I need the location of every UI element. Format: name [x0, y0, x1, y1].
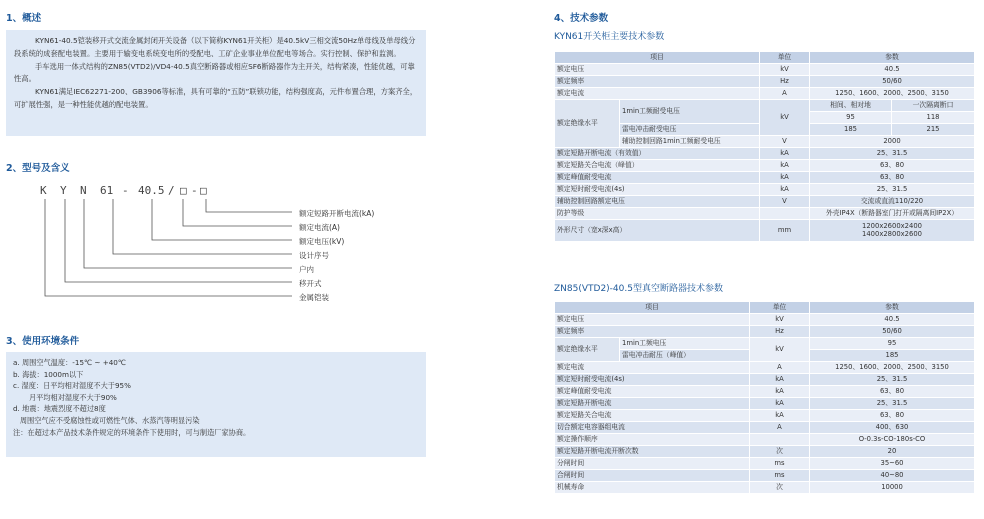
meaning-rated-current: 额定电流(A) [299, 223, 340, 232]
t1-cell: kV [760, 100, 810, 136]
table-row [555, 458, 975, 470]
section-title-model: 2、型号及含义 [6, 163, 70, 174]
t1-cell: Hz [760, 76, 810, 88]
t1-dimensions-cell [810, 220, 975, 242]
table-row [555, 100, 975, 112]
t1-cell: 辅助控制回路额定电压 [555, 196, 760, 208]
t1-cell: 额定短时耐受电流(4s) [555, 184, 760, 196]
t2-cell: 20 [810, 446, 975, 458]
table-row [555, 88, 975, 100]
t2-cell: A [750, 422, 810, 434]
t1-cell: 雷电冲击耐受电压 [620, 124, 760, 136]
table-row [555, 422, 975, 434]
model-char-voltage: 40.5 [138, 184, 165, 197]
t1-head-param: 参数 [810, 52, 975, 64]
t1-cell: 外壳IP4X（断路器室门打开或隔离间IP2X） [810, 208, 975, 220]
t2-cell: 400、630 [810, 422, 975, 434]
t2-cell: ms [750, 458, 810, 470]
table-row [555, 52, 975, 64]
t2-head-unit: 单位 [750, 302, 810, 314]
t2-cell: kA [750, 374, 810, 386]
table-row [555, 208, 975, 220]
t2-cell: 额定电流 [555, 362, 750, 374]
t2-cell: 1250、1600、2000、2500、3150 [810, 362, 975, 374]
table-row [555, 326, 975, 338]
table-row [555, 184, 975, 196]
t2-cell: kA [750, 410, 810, 422]
t2-cell: 雷电冲击耐压（峰值） [620, 350, 750, 362]
t2-cell: A [750, 362, 810, 374]
t1-cell: 1250、1600、2000、2500、3150 [810, 88, 975, 100]
t2-cell: 63、80 [810, 410, 975, 422]
env-line-note: 注：在超过本产品技术条件规定的环境条件下使用时，可与制造厂家协商。 [13, 427, 251, 437]
overview-para-2: 手车选用一体式结构的ZN85(VTD2)/VD4-40.5真空断路器或相应SF6断路器作为主开关，结构紧凑，性能优越，可靠性高。 [14, 61, 415, 84]
t1-cell: kA [760, 148, 810, 160]
t2-cell: ms [750, 470, 810, 482]
t1-cell: 额定短路关合电流（峰值） [555, 160, 760, 172]
meaning-breaking-current: 额定短路开断电流(kA) [299, 209, 375, 218]
t1-cell: 25、31.5 [810, 148, 975, 160]
t1-cell: V [760, 196, 810, 208]
switchgear-params-table [554, 51, 975, 242]
overview-para-3: KYN61满足IEC62271-200、GB3906等标准，具有可靠的“五防”联锁功能，结构强度高，元件布置合理，方案齐全，可扩展性强，是一种性能优越的配电装置。 [14, 87, 418, 109]
t2-cell: 40~80 [810, 470, 975, 482]
table-row [555, 302, 975, 314]
table-row [555, 172, 975, 184]
t1-cell: 额定电压 [555, 64, 760, 76]
table-row [555, 374, 975, 386]
env-line-temperature: a. 周围空气温度：-15℃ ~ +40℃ [13, 358, 126, 367]
t1-cell: mm [760, 220, 810, 242]
t2-cell: 额定短路关合电流 [555, 410, 750, 422]
t2-cell: 50/60 [810, 326, 975, 338]
t2-cell: Hz [750, 326, 810, 338]
model-char-k: K [40, 184, 47, 197]
t1-cell: 215 [892, 124, 975, 136]
dimension-line-1: 1200x2600x2400 [862, 222, 922, 231]
t2-cell: 分闸时间 [555, 458, 750, 470]
meaning-rated-voltage: 额定电压(kV) [299, 237, 345, 246]
dimension-line-2: 1400x2800x2600 [862, 229, 922, 238]
t1-cell: 185 [810, 124, 892, 136]
t2-cell: 1min工频电压 [620, 338, 750, 350]
t1-cell: 25、31.5 [810, 184, 975, 196]
table-row [555, 314, 975, 326]
t2-cell: 额定短路开断电流 [555, 398, 750, 410]
t1-cell: 额定频率 [555, 76, 760, 88]
t2-cell: 机械寿命 [555, 482, 750, 494]
table-row [555, 76, 975, 88]
model-char-dash2: - [191, 184, 198, 197]
table-row [555, 148, 975, 160]
t2-cell: 63、80 [810, 386, 975, 398]
table-row [555, 362, 975, 374]
table-row [555, 64, 975, 76]
t1-insulation-label: 额定绝缘水平 [555, 100, 620, 148]
t1-cell: 1min工频耐受电压 [620, 100, 760, 124]
section-title-overview: 1、概述 [6, 13, 42, 24]
t2-head-param: 参数 [810, 302, 975, 314]
t2-cell: 35~60 [810, 458, 975, 470]
t2-cell: 切合额定电容器组电流 [555, 422, 750, 434]
table-row [555, 398, 975, 410]
table-row [555, 160, 975, 172]
table-row [555, 446, 975, 458]
model-char-slash: / [168, 184, 175, 197]
t1-head-unit: 单位 [760, 52, 810, 64]
t1-cell: kA [760, 184, 810, 196]
t2-cell: kV [750, 314, 810, 326]
t2-cell: 次 [750, 482, 810, 494]
t2-cell: kA [750, 398, 810, 410]
environment-box [6, 352, 426, 457]
t1-cell: kA [760, 160, 810, 172]
t2-cell: 185 [810, 350, 975, 362]
t1-cell: V [760, 136, 810, 148]
table-row [555, 338, 975, 350]
table-row [555, 386, 975, 398]
t1-cell: 外形尺寸（宽x深x高） [555, 220, 760, 242]
t2-cell: 额定操作顺序 [555, 434, 750, 446]
model-char-box1: □ [180, 184, 187, 197]
table-row [555, 434, 975, 446]
meaning-indoor: 户内 [299, 265, 314, 274]
t2-cell: 25、31.5 [810, 398, 975, 410]
t1-cell: 额定电流 [555, 88, 760, 100]
t1-cell: A [760, 88, 810, 100]
overview-para-1: KYN61-40.5铠装移开式交流金属封闭开关设备（以下简称KYN61开关柜）是40.5kV三相交流50Hz单母线及单母线分段系统的成套配电装置。主要用于输变电系统变电所的受配电、工矿企业事业单位配电等场合。实行控制、保护和监测。 [14, 36, 416, 58]
t2-cell: O-0.3s-CO-180s-CO [810, 434, 975, 446]
t2-cell: 次 [750, 446, 810, 458]
model-char-box2: □ [200, 184, 207, 197]
model-char-61: 61 [100, 184, 114, 197]
env-line-humidity-day: c. 湿度：日平均相对湿度不大于95% [13, 381, 131, 391]
table1-title: KYN61开关柜主要技术参数 [554, 32, 665, 42]
section-title-tech-params: 4、技术参数 [554, 13, 609, 24]
model-char-n: N [80, 184, 87, 197]
t1-cell: 50/60 [810, 76, 975, 88]
t1-cell: 95 [810, 112, 892, 124]
t1-cell: 相间、相对地 [810, 100, 892, 112]
t2-cell: 40.5 [810, 314, 975, 326]
env-line-altitude: b. 海拔：1000m以下 [13, 369, 84, 379]
breaker-params-table [554, 301, 975, 494]
meaning-metal-armored: 金属铠装 [299, 293, 329, 302]
t1-cell: 交流或直流110/220 [810, 196, 975, 208]
t1-head-item: 项目 [555, 52, 760, 64]
table-row [555, 482, 975, 494]
t2-cell: 额定电压 [555, 314, 750, 326]
t1-cell: 63、80 [810, 160, 975, 172]
table-row [555, 220, 975, 242]
t2-cell: 10000 [810, 482, 975, 494]
t1-cell: 辅助控制回路1min工频耐受电压 [620, 136, 760, 148]
t2-cell: 额定频率 [555, 326, 750, 338]
t1-cell: 额定短路开断电流（有效值） [555, 148, 760, 160]
t2-cell: 额定短路开断电流开断次数 [555, 446, 750, 458]
t2-cell: kV [750, 338, 810, 362]
env-line-humidity-month: 月平均相对湿度不大于90% [13, 392, 117, 402]
t2-cell: 额定短时耐受电流(4s) [555, 374, 750, 386]
t1-cell: 118 [892, 112, 975, 124]
model-char-y: Y [60, 184, 67, 197]
t1-cell [760, 208, 810, 220]
t2-cell: 额定峰值耐受电流 [555, 386, 750, 398]
env-line-pollution: 周围空气应不受腐蚀性或可燃性气体、水蒸汽等明显污染 [13, 415, 200, 425]
t1-cell: kV [760, 64, 810, 76]
t2-cell: 25、31.5 [810, 374, 975, 386]
t2-insulation-label: 额定绝缘水平 [555, 338, 620, 362]
t2-cell: kA [750, 386, 810, 398]
t1-cell: kA [760, 172, 810, 184]
t1-cell: 40.5 [810, 64, 975, 76]
meaning-withdrawable: 移开式 [299, 279, 322, 288]
meaning-design-number: 设计序号 [299, 251, 329, 260]
table-row [555, 196, 975, 208]
table-row [555, 410, 975, 422]
env-line-earthquake: d. 地震：地震烈度不超过8度 [13, 404, 106, 414]
t2-cell [750, 434, 810, 446]
model-char-dash: - [122, 184, 129, 197]
t2-cell: 95 [810, 338, 975, 350]
t1-cell: 额定峰值耐受电流 [555, 172, 760, 184]
section-title-environment: 3、使用环境条件 [6, 336, 80, 347]
t1-cell: 防护等级 [555, 208, 760, 220]
t2-head-item: 项目 [555, 302, 750, 314]
table2-title: ZN85(VTD2)-40.5型真空断路器技术参数 [554, 284, 723, 294]
t1-cell: 一次隔离断口 [892, 100, 975, 112]
table-row [555, 470, 975, 482]
t1-cell: 63、80 [810, 172, 975, 184]
t1-cell: 2000 [810, 136, 975, 148]
t2-cell: 合闸时间 [555, 470, 750, 482]
